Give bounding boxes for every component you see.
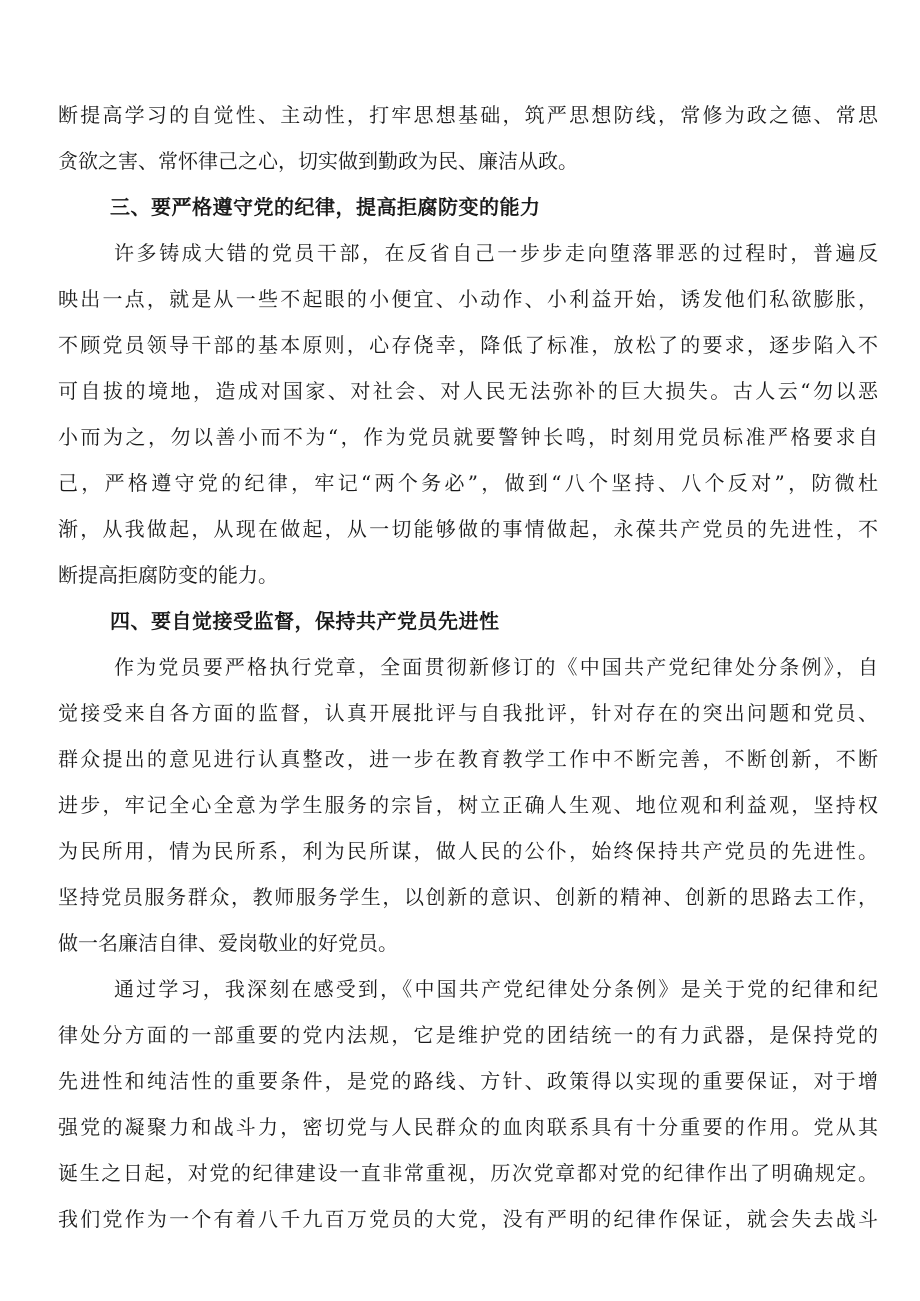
text-line: 觉接受来自各方面的监督，认真开展批评与自我批评，针对存在的突出问题和党员、 xyxy=(58,701,878,725)
text-line: 己，严格遵守党的纪律，牢记“两个务必”，做到“八个坚持、八个反对”，防微杜 xyxy=(58,471,878,495)
text-line: 为民所用，情为民所系，利为民所谋，做人民的公仆，始终保持共产党员的先进性。 xyxy=(58,839,878,863)
text-line: 律处分方面的一部重要的党内法规，它是维护党的团结统一的有力武器，是保持党的 xyxy=(58,1023,878,1047)
text-line: 断提高拒腐防变的能力。 xyxy=(58,563,278,587)
section-4-paragraph xyxy=(58,644,878,966)
text-line: 映出一点，就是从一些不起眼的小便宜、小动作、小利益开始，诱发他们私欲膨胀， xyxy=(58,287,878,311)
text-line: 小而为之，勿以善小而不为“，作为党员就要警钟长鸣，时刻用党员标准严格要求自 xyxy=(58,425,878,449)
text-line: 群众提出的意见进行认真整改，进一步在教育教学工作中不断完善，不断创新，不断 xyxy=(58,747,878,771)
text-line: 许多铸成大错的党员干部，在反省自己一步步走向堕落罪恶的过程时，普遍反 xyxy=(114,241,878,265)
text-line: 进步，牢记全心全意为学生服务的宗旨，树立正确人生观、地位观和利益观，坚持权 xyxy=(58,793,878,817)
text-line: 贪欲之害、常怀律己之心，切实做到勤政为民、廉洁从政。 xyxy=(58,149,578,173)
text-line: 作为党员要严格执行党章，全面贯彻新修订的《中国共产党纪律处分条例》，自 xyxy=(114,655,878,679)
section-3-paragraph xyxy=(58,230,878,598)
document-page xyxy=(58,92,878,1242)
text-line: 我们党作为一个有着八千九百万党员的大党，没有严明的纪律作保证，就会失去战斗 xyxy=(58,1207,878,1231)
closing-paragraph xyxy=(58,966,878,1242)
text-line: 诞生之日起，对党的纪律建设一直非常重视，历次党章都对党的纪律作出了明确规定。 xyxy=(58,1161,878,1185)
text-line: 先进性和纯洁性的重要条件，是党的路线、方针、政策得以实现的重要保证，对于增 xyxy=(58,1069,878,1093)
section-heading-3: 三、要严格遵守党的纪律，提高拒腐防变的能力 xyxy=(110,195,541,219)
text-line: 断提高学习的自觉性、主动性，打牢思想基础，筑严思想防线，常修为政之德、常思 xyxy=(58,103,878,127)
intro-paragraph xyxy=(58,92,878,184)
text-line: 做一名廉洁自律、爱岗敬业的好党员。 xyxy=(58,931,398,955)
text-line: 渐，从我做起，从现在做起，从一切能够做的事情做起，永葆共产党员的先进性，不 xyxy=(58,517,878,541)
section-heading-4: 四、要自觉接受监督，保持共产党员先进性 xyxy=(110,609,500,633)
text-line: 通过学习，我深刻在感受到，《中国共产党纪律处分条例》是关于党的纪律和纪 xyxy=(114,977,878,1001)
text-line: 坚持党员服务群众，教师服务学生，以创新的意识、创新的精神、创新的思路去工作， xyxy=(58,885,878,909)
text-line: 不顾党员领导干部的基本原则，心存侥幸，降低了标准，放松了的要求，逐步陷入不 xyxy=(58,333,878,357)
text-line: 强党的凝聚力和战斗力，密切党与人民群众的血肉联系具有十分重要的作用。党从其 xyxy=(58,1115,878,1139)
text-line: 可自拔的境地，造成对国家、对社会、对人民无法弥补的巨大损失。古人云“勿以恶 xyxy=(58,379,878,403)
